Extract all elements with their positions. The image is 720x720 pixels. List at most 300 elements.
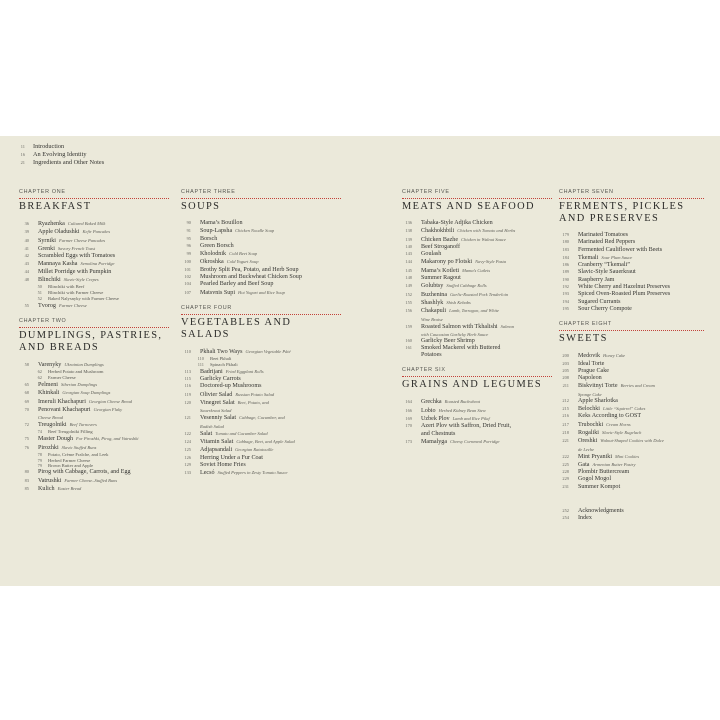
entry-name: Salat xyxy=(200,430,213,437)
entry-name: Kholodnik xyxy=(200,251,227,258)
entry-name: Mama’s Bouillon xyxy=(200,220,243,226)
subentry-title: Beef Treugolniki Filling xyxy=(48,429,93,435)
entry-name: Apple Oladushki xyxy=(38,229,80,236)
entry-title xyxy=(421,345,500,352)
toc-entry-continuation xyxy=(19,414,169,421)
entry-name: Trubochki xyxy=(578,421,604,428)
entry-name: Lobio xyxy=(421,407,436,414)
section-gap xyxy=(559,313,704,321)
entry-name: Mama’s Kotleti xyxy=(421,267,460,274)
entry-name: Ryazhenka xyxy=(38,221,65,227)
page-number: 120 xyxy=(184,400,191,406)
page-number: 155 xyxy=(405,299,412,305)
entry-name: Smoked Mackerel with Buttered xyxy=(421,345,501,352)
chapter-label: CHAPTER ONE xyxy=(19,189,66,195)
entry-note: Mama’s Cutlets xyxy=(462,267,491,273)
subentry-title: Potato, Crème Fraîche, and Leek xyxy=(48,451,109,457)
entry-note: Armenian Butter Pastry xyxy=(592,461,636,467)
entry-name: Spiced Oven-Roasted Plum Preserves xyxy=(578,291,671,298)
entry-name: Pkhali Two Ways xyxy=(200,348,243,355)
entry-title xyxy=(38,477,117,485)
toc-entry xyxy=(559,398,704,405)
page-number: 91 xyxy=(186,228,191,234)
entry-title xyxy=(38,302,87,310)
chapter-title xyxy=(559,198,704,228)
page-number: 41 xyxy=(24,245,29,251)
entry-title: Introduction xyxy=(33,143,65,150)
toc-entry xyxy=(19,406,169,414)
page-number: 107 xyxy=(184,289,191,295)
entry-note-continued: Radish Salad xyxy=(200,423,224,429)
page-number: 68 xyxy=(24,390,29,396)
entry-title xyxy=(421,299,471,307)
page-number: 85 xyxy=(24,485,29,491)
toc-entry xyxy=(559,421,704,429)
toc-entry xyxy=(402,267,552,275)
entry-name: Biskvitnyi Torte xyxy=(578,383,618,390)
section-gap xyxy=(181,297,341,305)
page-number: 70 xyxy=(24,406,29,412)
page-number: 180 xyxy=(562,239,569,245)
entry-title xyxy=(421,220,493,227)
toc-entry xyxy=(402,345,552,352)
toc-entry xyxy=(402,299,552,307)
entry-name: Grechka xyxy=(421,399,442,406)
toc-entry xyxy=(559,461,704,469)
entry-name: Pelmeni xyxy=(38,381,58,388)
page-number: 80 xyxy=(24,469,29,475)
toc-entry xyxy=(181,383,341,390)
entry-name: Mannaya Kasha xyxy=(38,261,78,268)
subentry-title: Beet Pkhali xyxy=(210,356,232,362)
entry-title xyxy=(578,453,639,461)
entry-name: Beef Stroganoff xyxy=(421,243,460,250)
entry-name: Azeri Plov with Saffron, Dried Fruit, xyxy=(421,423,512,430)
entry-title xyxy=(578,375,602,382)
entry-name: Varenyky xyxy=(38,362,62,369)
toc-entry xyxy=(181,243,341,250)
entry-name: Shashlyk xyxy=(421,299,444,306)
entry-note: Georgian Ratatouille xyxy=(235,447,274,453)
entry-title xyxy=(38,381,97,389)
toc-entry xyxy=(402,407,552,415)
entry-note: Cabbage, Beet, and Apple Salad xyxy=(236,438,295,444)
toc-entry xyxy=(559,232,704,239)
page-number: 218 xyxy=(562,429,569,435)
toc-entry xyxy=(559,484,704,491)
chapter-title-line: AND BREADS xyxy=(19,342,100,354)
toc-entry xyxy=(402,423,552,430)
page-number: 200 xyxy=(562,353,569,359)
entry-title xyxy=(421,251,441,258)
entry-title xyxy=(38,469,131,476)
entry-title xyxy=(421,423,511,430)
page-number: 184 xyxy=(562,254,569,260)
page-number: 55 xyxy=(24,302,29,308)
page-number: 21 xyxy=(20,160,25,166)
toc-entry xyxy=(19,435,169,443)
page-number: 50 xyxy=(37,284,42,290)
toc-entry xyxy=(402,227,552,235)
toc-entry xyxy=(559,515,704,522)
entry-name: Plombir Buttercream xyxy=(578,469,630,476)
page-number: 122 xyxy=(184,430,191,436)
toc-entry xyxy=(559,437,704,445)
entry-note-continued: Sponge Cake xyxy=(578,391,602,397)
entry-title xyxy=(578,413,641,420)
page-number: 166 xyxy=(405,407,412,413)
entry-name: Makarony po Flotski xyxy=(421,259,473,266)
toc-entry xyxy=(559,469,704,476)
page-number: 216 xyxy=(562,413,569,419)
chapter-title-line: SOUPS xyxy=(181,201,221,212)
entry-note: Georgian Soup Dumplings xyxy=(62,390,111,396)
page-number: 129 xyxy=(184,461,191,467)
page-number: 104 xyxy=(184,281,191,287)
toc-entry xyxy=(559,375,704,382)
toc-entry xyxy=(402,282,552,290)
entry-title xyxy=(200,455,263,462)
entry-name: Imeruli Khachapuri xyxy=(38,398,86,405)
entry-title: Acknowledgments xyxy=(578,508,624,515)
toc-entry xyxy=(559,382,704,390)
entry-title xyxy=(200,469,288,477)
entry-title xyxy=(200,250,257,258)
entry-note: Ukrainian Dumplings xyxy=(64,362,104,368)
entry-note: Shish Kebabs xyxy=(446,299,471,305)
entry-title xyxy=(421,307,499,315)
toc-column-4 xyxy=(559,189,704,523)
toc-entry xyxy=(181,220,341,227)
page-number: 225 xyxy=(562,461,569,467)
subentry-title: Herbed Potato and Mushroom xyxy=(48,369,104,375)
entry-name: Grenki xyxy=(38,245,55,252)
entry-note: Russian Potato Salad xyxy=(235,391,275,397)
toc-entry xyxy=(402,258,552,266)
entry-name: Vatrushki xyxy=(38,477,62,484)
toc-entry xyxy=(402,275,552,282)
page-number: 195 xyxy=(562,305,569,311)
toc-entry xyxy=(19,398,169,406)
entry-title xyxy=(421,407,486,415)
chapter-label: CHAPTER FOUR xyxy=(181,304,232,311)
entry-name: Khinkali xyxy=(38,390,60,397)
page-number: 212 xyxy=(562,397,569,403)
subentry-title: Brown Butter and Apple xyxy=(48,463,94,469)
toc-entry xyxy=(559,306,704,313)
toc-entry xyxy=(19,237,169,245)
chapter-title xyxy=(19,327,169,357)
entry-title xyxy=(421,282,487,290)
entry-note: Farmer Cheese–Stuffed Buns xyxy=(64,477,118,483)
entry-note: Honey Cake xyxy=(603,353,626,359)
toc-entry xyxy=(559,368,704,375)
toc-entry xyxy=(181,455,341,462)
entry-note: Cold Yogurt Soup xyxy=(226,259,259,265)
page-number: 173 xyxy=(405,438,412,444)
entry-name: White Cherry and Hazelnut Preserves xyxy=(578,284,671,291)
entry-note-continued: Cheese Bread xyxy=(38,415,63,421)
entry-note: Cold Beet Soup xyxy=(229,251,258,257)
entry-title xyxy=(38,228,110,236)
back-matter-gap xyxy=(559,491,704,508)
page-number: 194 xyxy=(562,298,569,304)
page-number: 211 xyxy=(562,383,569,389)
entry-name: Herring Under a Fur Coat xyxy=(200,454,263,461)
entry-name: Summer Ragout xyxy=(421,275,461,282)
page-number: 62 xyxy=(37,375,42,381)
page-number: 75 xyxy=(24,436,29,442)
entry-title xyxy=(38,220,105,228)
entry-name: Pearled Barley and Beef Soup xyxy=(200,281,274,288)
entry-note: For Pirozhki, Pirog, and Vatrushki xyxy=(76,436,139,442)
toc-entry xyxy=(181,267,341,274)
page-number: 215 xyxy=(562,406,569,412)
entry-name: Raspberry Jam xyxy=(578,276,615,283)
page-number: 125 xyxy=(184,447,191,453)
toc-entry xyxy=(181,281,341,288)
entry-name: Soup-Lapsha xyxy=(200,228,233,235)
chapter-label: CHAPTER SIX xyxy=(402,367,446,374)
entry-note: Chicken in Walnut Sauce xyxy=(461,236,507,242)
toc-entry xyxy=(19,220,169,228)
entry-note: Easter Bread xyxy=(57,485,82,491)
entry-title xyxy=(200,446,273,454)
toc-entry xyxy=(19,477,169,485)
entry-name: Syrniki xyxy=(38,237,56,244)
entry-name: Master Dough xyxy=(38,436,74,443)
page-number: 139 xyxy=(405,236,412,242)
entry-note: Cabbage, Cucumber, and xyxy=(239,415,285,421)
chapter-title-line: BREAKFAST xyxy=(19,201,92,212)
toc-column-3 xyxy=(402,189,552,446)
entry-title xyxy=(578,247,662,254)
entry-note: Hot Yogurt and Rice Soup xyxy=(238,289,285,295)
entry-name: Gata xyxy=(578,461,590,468)
entry-title xyxy=(578,277,614,284)
page-number: 193 xyxy=(562,291,569,297)
toc-entry xyxy=(559,284,704,291)
page-number: 36 xyxy=(24,221,29,226)
entry-title xyxy=(421,244,460,251)
entry-title xyxy=(578,239,635,246)
page-number: 228 xyxy=(562,469,569,475)
subentry-title: Blinchiki with Farmer Cheese xyxy=(48,290,104,296)
entry-name: Golubtsy xyxy=(421,283,444,290)
entry-note: Georgian Cheese Bread xyxy=(88,398,133,404)
entry-title xyxy=(200,243,234,250)
entry-title xyxy=(421,338,475,345)
toc-entry xyxy=(181,438,341,446)
entry-title xyxy=(38,435,138,443)
page-number: 145 xyxy=(405,267,412,273)
page-number: 192 xyxy=(562,284,569,290)
chapter-title xyxy=(181,314,341,344)
page-number: 144 xyxy=(405,259,412,265)
toc-entry-continuation xyxy=(402,316,552,323)
entry-title xyxy=(200,267,299,274)
subentry-title: Baked Nalysnyky with Farmer Cheese xyxy=(48,295,119,301)
entry-title xyxy=(38,269,111,276)
toc-entry xyxy=(181,376,341,383)
subentry-title: Herbed Farmer Cheese xyxy=(48,457,91,463)
entry-name: Pirog with Cabbage, Carrots, and Egg xyxy=(38,469,131,476)
entry-title xyxy=(578,382,655,390)
entry-title xyxy=(421,291,508,299)
page-number: 69 xyxy=(24,398,29,404)
toc-entry xyxy=(19,143,104,151)
page-number: 169 xyxy=(405,416,412,422)
entry-name: Badrijani xyxy=(200,368,223,375)
entry-name: Garlicky Carrots xyxy=(200,376,241,383)
page-number: 133 xyxy=(184,470,191,476)
entry-name: Chakapuli xyxy=(421,308,447,315)
entry-title xyxy=(578,291,670,298)
entry-title xyxy=(38,485,81,493)
entry-title xyxy=(421,236,506,244)
chapter-label: CHAPTER TWO xyxy=(19,318,67,325)
entry-note: Salmon xyxy=(500,323,515,329)
page-number: 124 xyxy=(184,438,191,444)
entry-title xyxy=(38,361,104,369)
toc-entry xyxy=(402,236,552,244)
entry-title: Index xyxy=(578,515,592,522)
page-number: 72 xyxy=(24,422,29,428)
page-number: 159 xyxy=(405,323,412,329)
page-number: 62 xyxy=(37,369,42,375)
toc-entry xyxy=(559,508,704,515)
entry-title xyxy=(421,267,490,275)
entry-name: Sour Cherry Compote xyxy=(578,305,632,312)
entry-name: Cranberry “Tkemali” xyxy=(578,262,630,269)
toc-entry xyxy=(559,476,704,483)
entry-title xyxy=(578,461,636,469)
entry-note-continued: with Caucasian Garlicky Herb Sauce xyxy=(421,331,489,337)
toc-entry xyxy=(181,289,341,297)
chapter-title-line: MEATS AND SEAFOOD xyxy=(402,201,535,212)
toc-entry xyxy=(19,228,169,236)
entry-title xyxy=(200,368,264,376)
entry-name: Belochki xyxy=(578,406,601,413)
entry-title xyxy=(38,406,122,414)
toc-entry xyxy=(559,291,704,298)
page-number: 149 xyxy=(405,283,412,289)
chapter-title-line: SALADS xyxy=(181,328,230,340)
toc-entry xyxy=(181,236,341,243)
entry-note: Cream Horns xyxy=(606,421,631,427)
entry-note: Savory French Toast xyxy=(57,245,96,251)
page-number: 39 xyxy=(24,229,29,235)
page-number: 229 xyxy=(562,476,569,482)
toc-entry xyxy=(19,151,104,159)
page-number: 52 xyxy=(37,295,42,301)
page-number: 252 xyxy=(562,508,569,514)
page-number: 115 xyxy=(184,376,191,382)
subentry-title: Blinchiki with Beef xyxy=(48,284,85,290)
toc-entry xyxy=(19,245,169,253)
entry-name: Matsvnis Supi xyxy=(200,289,236,296)
entry-note: Georgian Vegetable Pâté xyxy=(245,348,291,354)
page-number: 100 xyxy=(184,259,191,265)
subentry-title: Farmer Cheese xyxy=(48,375,76,381)
toc-entry xyxy=(19,485,169,493)
entry-title xyxy=(200,281,273,288)
entry-note: Walnut-Shaped Cookies with Dulce xyxy=(600,438,664,444)
entry-note: Farmer Cheese xyxy=(58,302,87,308)
chapter-title-line: GRAINS AND LEGUMES xyxy=(402,379,543,391)
entry-name: Tkemali xyxy=(578,254,599,261)
toc-entry-continuation xyxy=(181,423,341,430)
entry-name: Napoleon xyxy=(578,375,602,382)
page-number: 156 xyxy=(405,308,412,314)
page-number: 40 xyxy=(24,237,29,243)
entry-title xyxy=(421,227,515,235)
entry-note: Lamb and Rice Pilaf xyxy=(452,416,490,422)
toc-entry xyxy=(402,220,552,227)
entry-title xyxy=(200,227,274,235)
page-number: 102 xyxy=(184,274,191,280)
toc-entry xyxy=(559,405,704,413)
entry-note: Chicken with Tomato and Herbs xyxy=(457,228,516,234)
entry-name: Adjapsandali xyxy=(200,447,233,454)
toc-entry xyxy=(19,361,169,369)
page-number: 140 xyxy=(405,243,412,249)
entry-title xyxy=(200,430,268,438)
page-number: 116 xyxy=(184,383,191,389)
entry-note: Siberian Dumplings xyxy=(60,381,98,387)
entry-title xyxy=(421,438,500,446)
entry-title xyxy=(200,376,241,383)
toc-entry xyxy=(19,381,169,389)
page-number: 170 xyxy=(405,423,412,429)
toc-entry xyxy=(181,414,341,422)
toc-entry xyxy=(559,269,704,276)
page-number: 217 xyxy=(562,421,569,427)
toc-entry xyxy=(181,348,341,356)
entry-note: Roasted Buckwheat xyxy=(444,399,481,405)
toc-entry xyxy=(181,462,341,469)
toc-entry xyxy=(181,399,341,407)
toc-entry xyxy=(181,430,341,438)
toc-entry xyxy=(19,389,169,397)
page-number: 164 xyxy=(405,399,412,405)
toc-entry xyxy=(559,254,704,262)
page-number: 43 xyxy=(24,261,29,267)
entry-name: Mint Pryaniki xyxy=(578,453,613,460)
toc-entry xyxy=(402,291,552,299)
entry-title xyxy=(578,284,670,291)
entry-name: Goulash xyxy=(421,251,442,258)
entry-name: Penovani Khachapuri xyxy=(38,406,91,413)
page-number: 119 xyxy=(184,391,191,397)
entry-title: Ingredients and Other Notes xyxy=(33,159,105,167)
entry-note: Slavic-Style Rugelach xyxy=(602,429,642,435)
entry-name: Green Borsch xyxy=(200,242,234,249)
chapter-label: CHAPTER SEVEN xyxy=(559,189,614,195)
page-number: 205 xyxy=(562,367,569,373)
entry-note: Semolina Porridge xyxy=(80,261,115,267)
chapter-title-line: AND PRESERVES xyxy=(559,213,660,224)
entry-note: Herbed Kidney Bean Stew xyxy=(438,407,486,413)
entry-title xyxy=(578,429,641,437)
page-number: 208 xyxy=(562,375,569,381)
entry-title xyxy=(200,391,274,399)
toc-entry xyxy=(402,244,552,251)
toc-entry-continuation xyxy=(402,331,552,338)
entry-name: Apple Sharlotka xyxy=(578,397,618,404)
chapter-title-line: FERMENTS, PICKLES xyxy=(559,201,685,212)
entry-name: Scrambled Eggs with Tomatoes xyxy=(38,253,116,260)
